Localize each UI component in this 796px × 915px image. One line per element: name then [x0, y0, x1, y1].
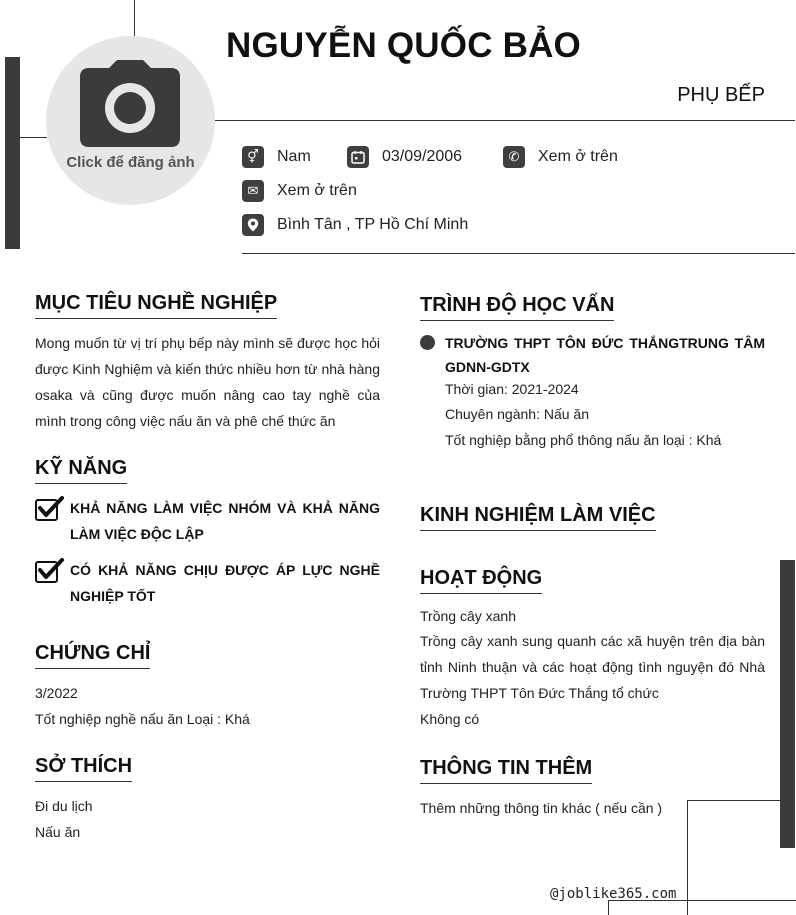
email-icon: ✉ — [242, 180, 264, 202]
gender-field — [242, 146, 311, 168]
skill-item — [35, 495, 380, 547]
birthday-field — [347, 146, 462, 168]
location-pin-icon — [242, 214, 264, 236]
education-school: TRƯỜNG THPT TÔN ĐỨC THẮNGTRUNG TÂM GDNN-GDTX — [445, 335, 765, 375]
skill-text: CÓ KHẢ NĂNG CHỊU ĐƯỢC ÁP LỰC NGHỀ NGHIỆP TỐT — [70, 562, 380, 604]
left-horizontal-line — [20, 137, 47, 138]
education-bullet — [420, 335, 435, 350]
bottom-frame-tick — [608, 900, 609, 915]
activities-title: HOẠT ĐỘNG — [420, 567, 542, 594]
objective-title: MỤC TIÊU NGHỀ NGHIỆP — [35, 292, 277, 319]
checkbox-checked-icon — [35, 496, 64, 522]
additional-info-text: Thêm những thông tin khác ( nếu cần ) — [420, 800, 663, 816]
certificate-date: 3/2022 — [35, 685, 78, 701]
certificates-title: CHỨNG CHỈ — [35, 642, 150, 669]
objective-text: Mong muốn từ vị trí phụ bếp này mình sẽ được học hỏi được Kinh Nghiệm và kiến thức nhiều hơn từ nhà hàng osaka và cũng được muốn nâng cao tay nghề của mình trong công việc nấu ăn và phê chế thức ăn — [35, 335, 380, 429]
activity-name: Trồng cây xanh — [420, 608, 516, 624]
skill-text: KHẢ NĂNG LÀM VIỆC NHÓM VÀ KHẢ NĂNG LÀM VIỆC ĐỘC LẬP — [70, 500, 380, 542]
checkbox-checked-icon — [35, 558, 64, 584]
camera-icon — [79, 58, 181, 148]
candidate-name: NGUYỄN QUỐC BẢO — [226, 26, 581, 65]
right-accent-bar — [780, 560, 795, 848]
activity-extra: Không có — [420, 711, 480, 727]
phone-field — [503, 146, 618, 168]
certificate-name: Tốt nghiệp nghề nấu ăn Loại : Khá — [35, 711, 250, 727]
job-title: PHỤ BẾP — [677, 84, 765, 106]
additional-info-title: THÔNG TIN THÊM — [420, 757, 592, 784]
phone-value: Xem ở trên — [538, 148, 618, 165]
calendar-icon — [347, 146, 369, 168]
skill-item — [35, 557, 380, 609]
experience-title: KINH NGHIỆM LÀM VIỆC — [420, 504, 656, 531]
top-vertical-line — [134, 0, 135, 38]
skills-title: KỸ NĂNG — [35, 457, 127, 484]
hobby-item: Nấu ăn — [35, 824, 81, 840]
education-title: TRÌNH ĐỘ HỌC VẤN — [420, 294, 614, 321]
profile-photo-upload[interactable] — [46, 36, 215, 205]
phone-icon: ✆ — [503, 146, 525, 168]
hobbies-title: SỞ THÍCH — [35, 755, 132, 782]
email-value: Xem ở trên — [277, 182, 357, 199]
education-result: Tốt nghiệp bằng phổ thông nấu ăn loại : Khá — [445, 432, 722, 448]
activity-description: Trồng cây xanh sung quanh các xã huyện trên địa bàn tỉnh Ninh thuận và các hoạt động tình nguyện đó Nhà Trường THPT Tôn Đức Thắng tổ chức — [420, 633, 765, 701]
address-field — [242, 214, 468, 236]
education-time: Thời gian: 2021-2024 — [445, 381, 579, 397]
header-divider — [215, 120, 795, 121]
corner-frame-top — [687, 800, 780, 801]
hobby-item: Đi du lịch — [35, 798, 93, 814]
left-accent-bar — [5, 57, 20, 249]
address-value: Bình Tân , TP Hồ Chí Minh — [277, 216, 469, 233]
corner-frame-left — [687, 800, 688, 915]
gender-icon: ⚥ — [242, 146, 264, 168]
birthday-value: 03/09/2006 — [382, 148, 463, 165]
gender-value: Nam — [277, 148, 311, 165]
education-major: Chuyên ngành: Nấu ăn — [445, 406, 589, 422]
photo-caption: Click để đăng ảnh — [66, 154, 195, 171]
contact-divider — [242, 253, 795, 254]
email-field — [242, 180, 357, 202]
watermark: @joblike365.com — [550, 886, 677, 902]
